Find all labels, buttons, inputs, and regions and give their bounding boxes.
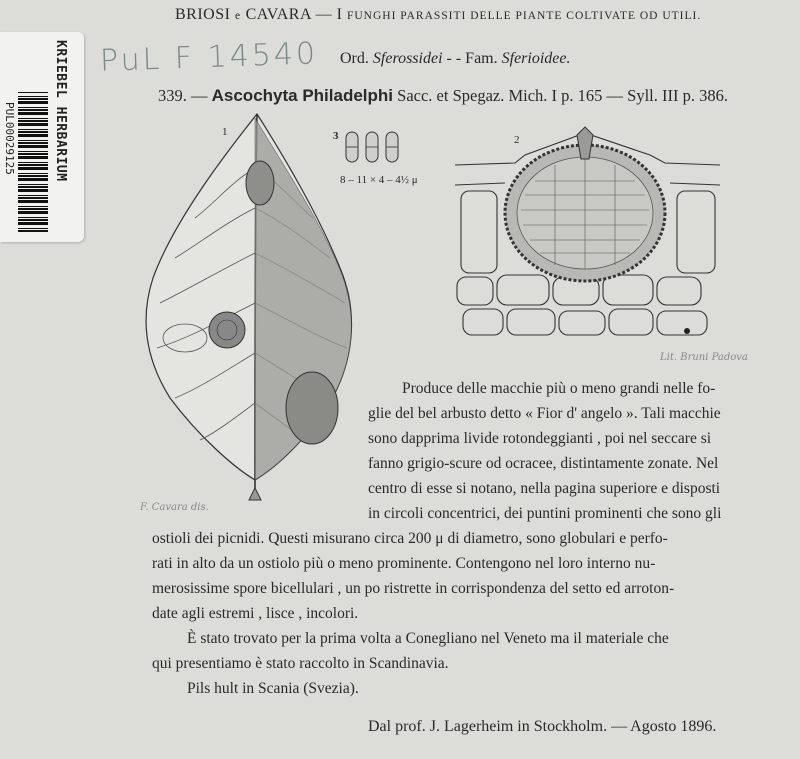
credit-right: Lit. Bruni Padova — [660, 352, 748, 363]
series-number: I — [336, 6, 343, 23]
species-number: 339. — [158, 86, 187, 105]
body-line-5: centro di esse si notano, nella pagina superiore e disposti — [368, 480, 721, 497]
author-cavara: CAVARA — [245, 6, 312, 23]
specimen-code: PUL00029125 — [3, 102, 16, 175]
body-line-6: in circoli concentrici, dei puntini prominenti che sono gli — [368, 505, 722, 522]
fam-label: Fam. — [465, 50, 498, 67]
body-line-9: merosissime spore bicellulari , un po ristrette in corrispondenza del setto ed arroton- — [152, 580, 675, 597]
credit-left: F. Cavara dis. — [140, 502, 209, 513]
body-line-8: rati in alto da un ostiolo più o meno prominente. Contengono nel loro interno nu- — [152, 555, 656, 572]
handwritten-accession: PuL F 14540 — [99, 36, 319, 79]
figure-3-label: 3 — [333, 130, 339, 142]
species-reference: Sacc. et Spegaz. Mich. I p. 165 — Syll. III p. 386. — [397, 86, 728, 105]
barcode — [18, 92, 48, 232]
spores-illustration — [342, 130, 407, 170]
herbarium-label — [0, 32, 84, 242]
classification-line — [340, 50, 571, 68]
spore-measurement: 8 – 11 × 4 – 4½ μ — [340, 174, 418, 186]
body-line-2: glie del bel arbusto detto « Fior d' angelo ». Tali macchie — [368, 405, 721, 422]
body-line-3: sono dapprima livide rotondeggianti , poi nel seccare si — [368, 430, 712, 447]
species-heading — [158, 86, 728, 106]
body-line-13: Pils hult in Scania (Svezia). — [187, 680, 359, 697]
body-line-12: qui presentiamo è stato raccolto in Scandinavia. — [152, 655, 449, 672]
figure-2-label: 2 — [514, 134, 520, 146]
body-line-4: fanno grigio-scure od ocracee, distintamente zonate. Nel — [368, 455, 719, 472]
page-header — [175, 6, 701, 24]
author-conjunction: e — [234, 10, 242, 22]
species-name: Ascochyta Philadelphi — [211, 86, 394, 105]
ord-label: Ord. — [340, 50, 369, 67]
body-line-10: date agli estremi , lisce , incolori. — [152, 605, 359, 622]
collector-signature: Dal prof. J. Lagerheim in Stockholm. — Agosto 1896. — [368, 718, 717, 735]
ord-name: Sferossidei — [372, 50, 443, 67]
series-title: FUNGHI PARASSITI DELLE PIANTE COLTIVATE OD UTILI. — [346, 10, 702, 22]
species-dash: — — [191, 86, 208, 105]
herbarium-name: KRIEBEL HERBARIUM — [53, 40, 68, 182]
body-line-1: Produce delle macchie più o meno grandi nelle fo- — [402, 380, 716, 397]
body-line-11: È stato trovato per la prima volta a Conegliano nel Veneto ma il materiale che — [187, 630, 669, 647]
figure-1-label: 1 — [222, 126, 228, 138]
leaf-illustration — [135, 108, 365, 508]
pycnidium-section — [455, 125, 725, 340]
author-briosi: BRIOSI — [175, 6, 231, 23]
fam-name: Sferioidee. — [501, 50, 571, 67]
classification-sep: - - — [446, 50, 462, 67]
header-dash: — — [315, 6, 333, 23]
body-line-7: ostioli dei picnidi. Questi misurano circa 200 μ di diametro, sono globulari e perfo- — [152, 530, 668, 547]
